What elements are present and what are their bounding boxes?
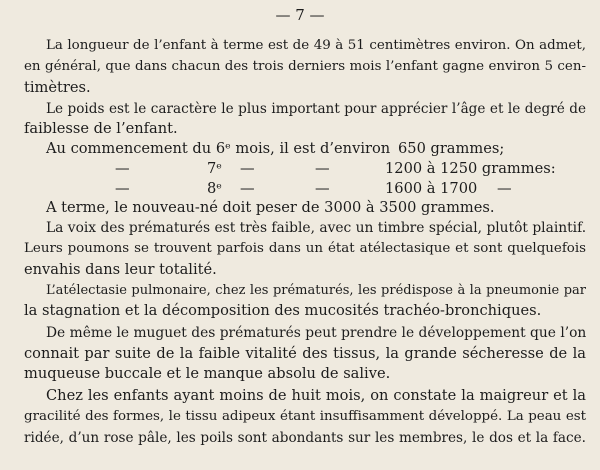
- paragraph-4-line-2: Leurs poumons se trouvent parfois dans un état atélectasique et sont quelquefois: [24, 241, 586, 256]
- paragraph-1-line-3: timètres.: [24, 79, 91, 96]
- weight-row-3-month: 8ᵉ: [207, 180, 222, 197]
- weight-row-2-dash: —: [240, 160, 255, 177]
- weight-row-3-dash: —: [497, 180, 512, 197]
- weight-row-3-dash: —: [240, 180, 255, 197]
- paragraph-4-line-3: envahis dans leur totalité.: [24, 261, 217, 278]
- paragraph-1-line-2: en général, que dans chacun des trois derniers mois l’enfant gagne environ 5 cen-: [24, 59, 586, 74]
- weight-row-3-value: 1600 à 1700: [385, 180, 478, 197]
- paragraph-5-line-1: L’atélectasie pulmonaire, chez les prématurés, les prédispose à la pneumonie par: [46, 283, 586, 298]
- weight-row-3-dash: —: [115, 180, 130, 197]
- weight-row-3-dash: —: [315, 180, 330, 197]
- weight-row-2-dash: —: [315, 160, 330, 177]
- paragraph-6-line-3: muqueuse buccale et le manque absolu de salive.: [24, 365, 391, 382]
- weight-row-1-value: 650 grammes;: [398, 140, 505, 157]
- paragraph-4-line-1: La voix des prématurés est très faible, avec un timbre spécial, plutôt plaintif.: [46, 220, 587, 236]
- page-number: — 7 —: [275, 6, 325, 24]
- paragraph-1-line-1: La longueur de l’enfant à terme est de 49 à 51 centimètres environ. On admet,: [46, 38, 586, 53]
- weight-row-2-value: 1200 à 1250 grammes:: [385, 160, 556, 177]
- paragraph-7-line-2: gracilité des formes, le tissu adipeux étant insuffisamment développé. La peau est: [24, 409, 586, 424]
- paragraph-7-line-1: Chez les enfants ayant moins de huit mois, on constate la maigreur et la: [46, 387, 586, 404]
- paragraph-6-line-2: connait par suite de la faible vitalité des tissus, la grande sécheresse de la: [24, 345, 586, 362]
- paragraph-3-line-1: A terme, le nouveau-né doit peser de 3000 à 3500 grammes.: [46, 199, 495, 216]
- paragraph-2-line-1: Le poids est le caractère le plus important pour apprécier l’âge et le degré de: [46, 101, 586, 117]
- paragraph-6-line-1: De même le muguet des prématurés peut prendre le développement que l’on: [46, 325, 587, 341]
- weight-row-2-month: 7ᵉ: [207, 160, 222, 177]
- paragraph-5-line-2: la stagnation et la décomposition des mucosités trachéo-bronchiques.: [24, 302, 542, 319]
- weight-row-2-dash: —: [115, 160, 130, 177]
- paragraph-2-line-2: faiblesse de l’enfant.: [24, 120, 178, 137]
- weight-row-1-text: Au commencement du 6ᵉ mois, il est d’environ: [46, 140, 391, 157]
- paragraph-7-line-3: ridée, d’un rose pâle, les poils sont abondants sur les membres, le dos et la face.: [24, 430, 586, 446]
